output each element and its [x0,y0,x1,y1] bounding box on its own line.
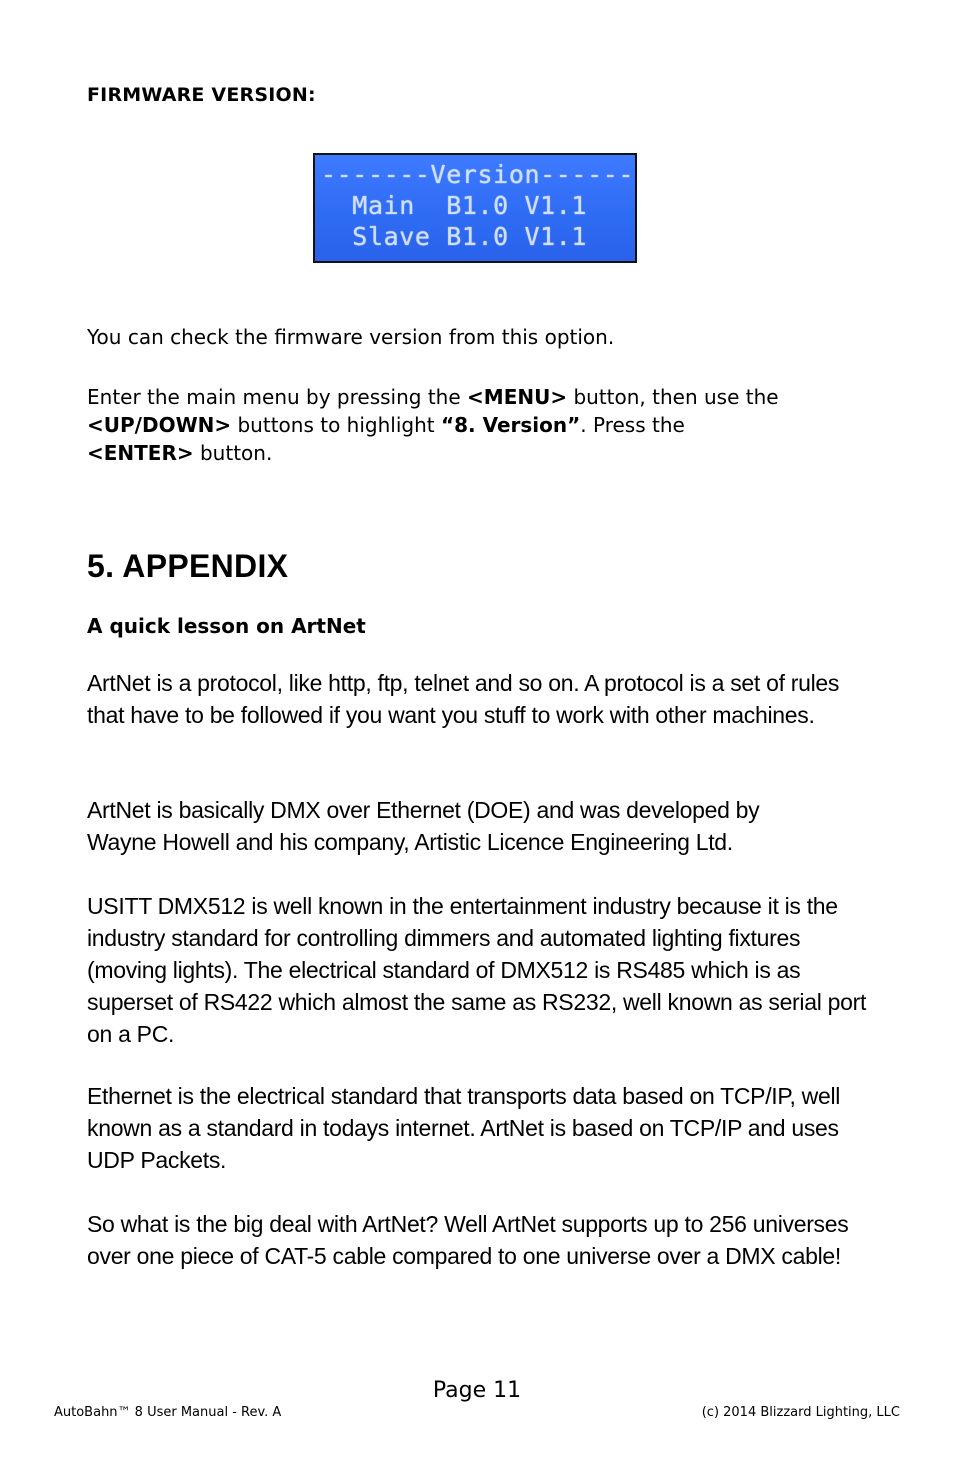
instruction-text: buttons to highlight [231,413,441,437]
artnet-paragraph: ArtNet is a protocol, like http, ftp, telnet and so on. A protocol is a set of rules that have to be followed if you want you stuff to work with other machines. [87,670,840,728]
lcd-display [313,153,637,263]
instruction-text: button. [193,441,273,465]
artnet-paragraph: USITT DMX512 is well known in the entertainment industry because it is the industry standard for controlling dimmers and automated lighting fixtures (moving lights). The electrical standard of DMX512 is RS485 which is as superset of RS422 which almost the same as RS232, well known as serial port on a PC. [87,893,867,1047]
menu-key: <MENU> [467,385,568,409]
instruction-text: button, then use the [567,385,779,409]
instruction-text: . Press the [580,413,685,437]
instruction-text: Enter the main menu by pressing the [87,385,468,409]
enter-key: <ENTER> [87,441,194,465]
firmware-intro-text: You can check the firmware version from this option. [87,325,615,349]
firmware-instructions [87,383,817,467]
footer-manual-title: AutoBahn™ 8 User Manual - Rev. A [54,1405,282,1420]
up-down-key: <UP/DOWN> [87,413,232,437]
lcd-line: -------Version------ [321,160,635,189]
lcd-line: Slave B1.0 V1.1 [321,222,588,251]
version-menu-item: “8. Version” [440,413,581,437]
artnet-paragraph: Ethernet is the electrical standard that transports data based on TCP/IP, well known as a standard in todays internet. ArtNet is based on TCP/IP and uses UDP Packets. [87,1083,841,1173]
page-number: Page 11 [432,1378,522,1403]
footer-copyright: (c) 2014 Blizzard Lighting, LLC [701,1405,900,1420]
lcd-line: Main B1.0 V1.1 [321,191,588,220]
appendix-title: 5. APPENDIX [87,548,289,584]
artnet-paragraph: So what is the big deal with ArtNet? Well ArtNet supports up to 256 universes over one piece of CAT-5 cable compared to one universe over a DMX cable! [87,1211,849,1269]
artnet-subheading: A quick lesson on ArtNet [87,614,366,638]
firmware-version-heading: FIRMWARE VERSION: [87,84,316,106]
artnet-paragraph: ArtNet is basically DMX over Ethernet (DOE) and was developed by Wayne Howell and his company, Artistic Licence Engineering Ltd. [87,797,760,855]
